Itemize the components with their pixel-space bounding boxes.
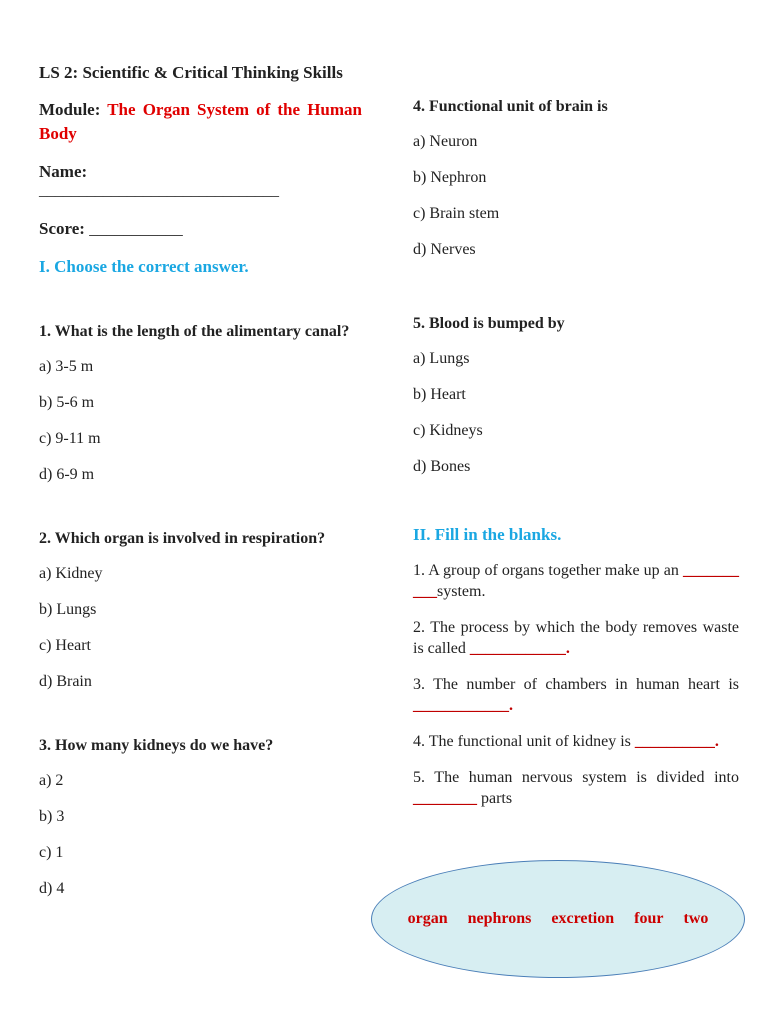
- option-b[interactable]: b) 3: [39, 808, 65, 825]
- fill-blank[interactable]: ____________.: [413, 697, 513, 714]
- fill-item-5: [413, 767, 739, 809]
- option-b[interactable]: b) Lungs: [39, 601, 97, 618]
- word-bank-item: four: [634, 910, 664, 927]
- fill-blank[interactable]: _______ ___: [413, 562, 740, 600]
- module-label: Module:: [39, 100, 101, 119]
- fill-text-after: parts: [481, 790, 513, 807]
- question-text: 3. How many kidneys do we have?: [39, 737, 274, 754]
- option-c[interactable]: c) Heart: [39, 637, 91, 654]
- module-line: [39, 98, 362, 146]
- fill-text: 4. The functional unit of kidney is: [413, 733, 631, 750]
- fill-blank[interactable]: ____________.: [469, 640, 570, 657]
- module-name: The Organ System of the Human Body: [39, 100, 362, 143]
- question-text: 4. Functional unit of brain is: [413, 98, 608, 115]
- option-b[interactable]: b) Heart: [413, 386, 466, 403]
- worksheet-title: LS 2: Scientific & Critical Thinking Skills: [39, 63, 343, 82]
- name-label: Name:: [39, 162, 88, 181]
- option-d[interactable]: d) Bones: [413, 458, 471, 475]
- fill-blanks-list: [413, 560, 739, 809]
- word-bank-item: two: [683, 910, 709, 927]
- word-bank: [371, 860, 745, 978]
- option-c[interactable]: c) Kidneys: [413, 422, 483, 439]
- option-d[interactable]: d) Nerves: [413, 241, 476, 258]
- question-5: [413, 313, 739, 477]
- option-a[interactable]: a) Kidney: [39, 565, 103, 582]
- option-a[interactable]: a) Lungs: [413, 350, 470, 367]
- question-3: [39, 735, 362, 899]
- word-bank-item: nephrons: [467, 910, 532, 927]
- fill-text: 1. A group of organs together make up an: [413, 562, 679, 579]
- score-blank[interactable]: ___________: [89, 219, 183, 238]
- right-column: [413, 96, 739, 809]
- fill-text: 3. The number of chambers in human heart is: [413, 676, 739, 693]
- question-1: [39, 321, 362, 485]
- question-2: [39, 528, 362, 692]
- question-text: 5. Blood is bumped by: [413, 315, 565, 332]
- option-d[interactable]: d) 6-9 m: [39, 466, 95, 483]
- question-text: 1. What is the length of the alimentary canal?: [39, 323, 350, 340]
- section1-heading: I. Choose the correct answer.: [39, 257, 249, 276]
- option-d[interactable]: d) Brain: [39, 673, 92, 690]
- option-c[interactable]: c) 1: [39, 844, 64, 861]
- option-c[interactable]: c) Brain stem: [413, 205, 500, 222]
- fill-blank[interactable]: ________: [413, 790, 477, 807]
- score-label: Score:: [39, 219, 85, 238]
- fill-item-4: [413, 731, 739, 752]
- option-b[interactable]: b) 5-6 m: [39, 394, 95, 411]
- fill-blank[interactable]: __________.: [634, 733, 719, 750]
- fill-text-after: system.: [437, 583, 486, 600]
- fill-text: 2. The process by which the body removes waste is called: [413, 619, 739, 657]
- option-b[interactable]: b) Nephron: [413, 169, 487, 186]
- word-bank-item: organ: [407, 910, 448, 927]
- word-bank-item: excretion: [551, 910, 615, 927]
- option-d[interactable]: d) 4: [39, 880, 65, 897]
- question-text: 2. Which organ is involved in respiration?: [39, 530, 326, 547]
- option-a[interactable]: a) 3-5 m: [39, 358, 94, 375]
- option-a[interactable]: a) 2: [39, 772, 64, 789]
- score-line: [39, 217, 362, 241]
- option-a[interactable]: a) Neuron: [413, 133, 478, 150]
- fill-text: 5. The human nervous system is divided into: [413, 769, 739, 786]
- fill-item-1: [413, 560, 739, 602]
- fill-item-3: [413, 674, 739, 716]
- left-column: [39, 61, 362, 899]
- question-4: [413, 96, 739, 260]
- section2-heading: II. Fill in the blanks.: [413, 525, 562, 544]
- name-line[interactable]: ______________________________: [39, 182, 279, 199]
- option-c[interactable]: c) 9-11 m: [39, 430, 101, 447]
- fill-item-2: [413, 617, 739, 659]
